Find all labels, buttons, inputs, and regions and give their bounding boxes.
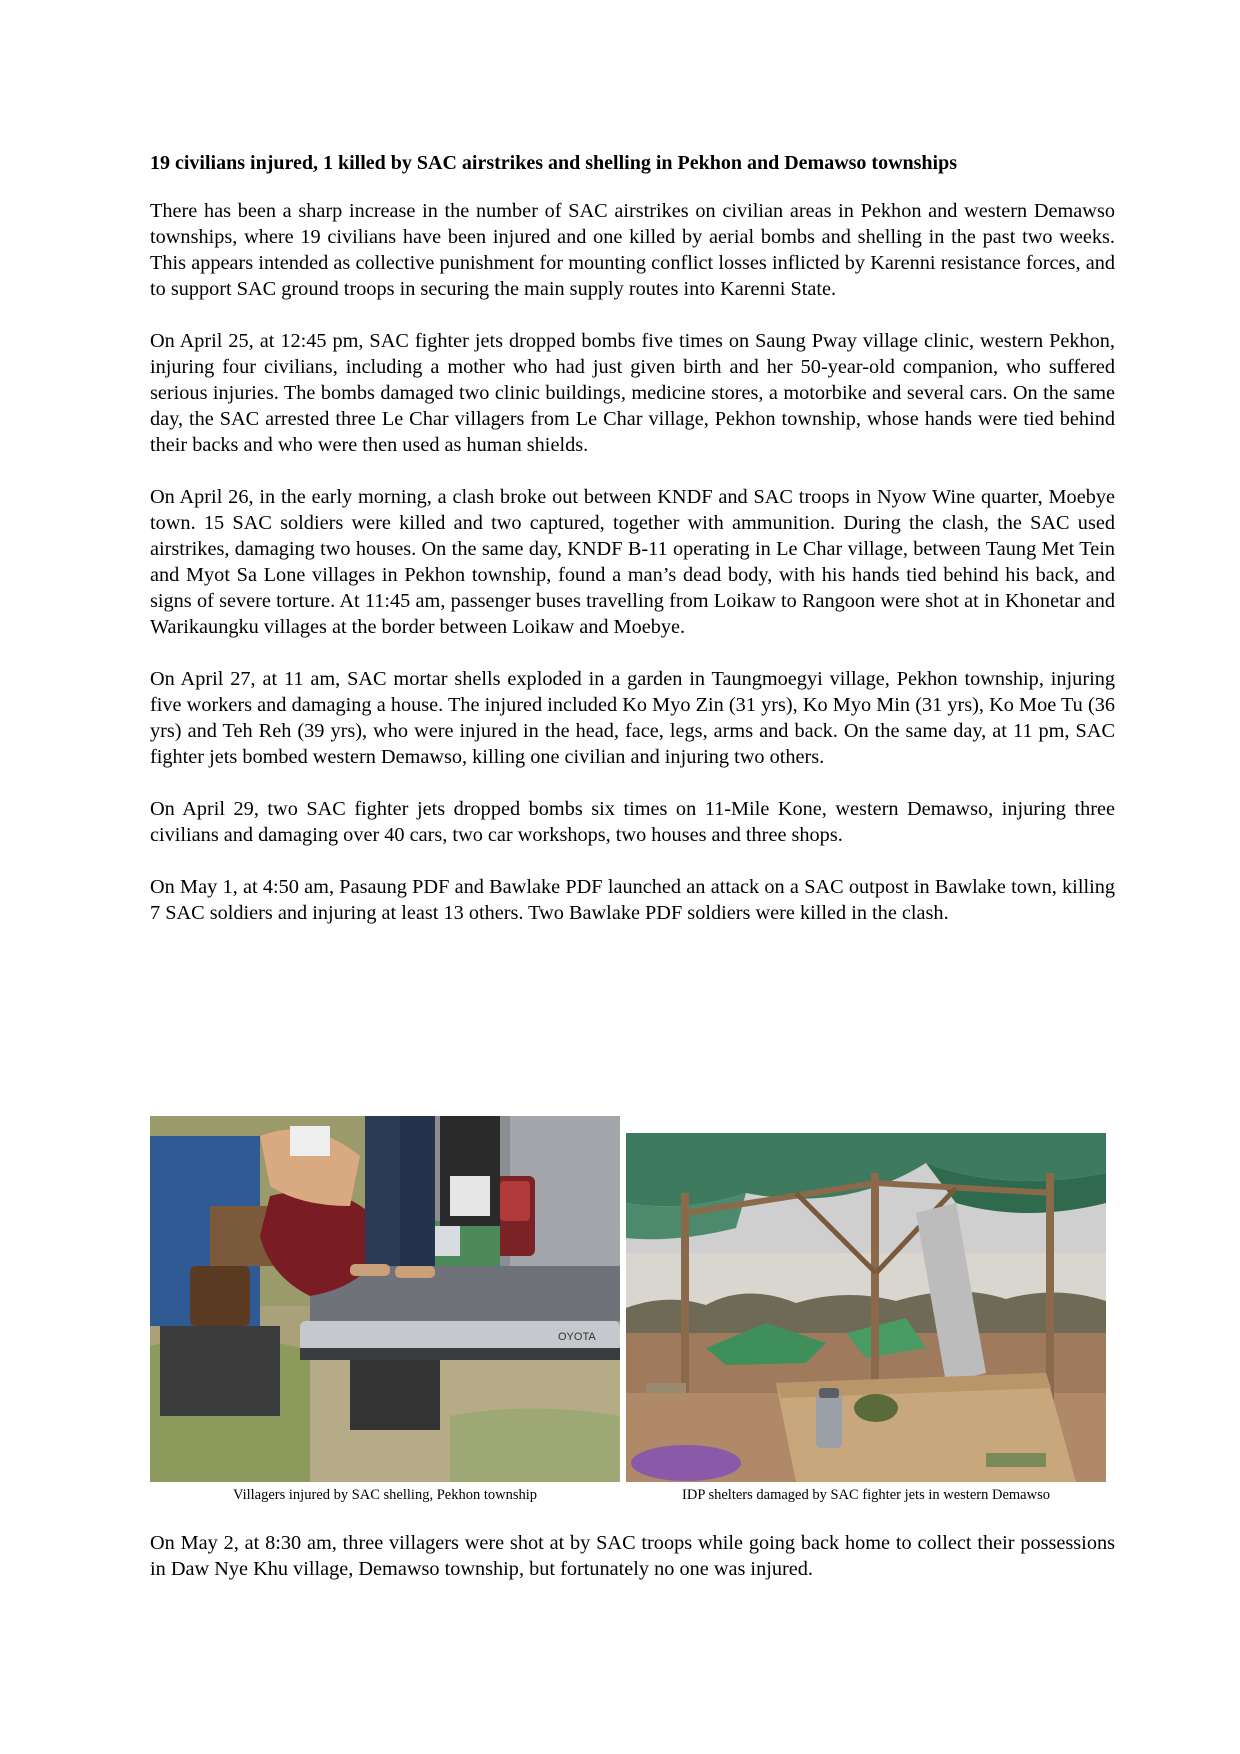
caption-damaged-shelters: IDP shelters damaged by SAC fighter jets in western Demawso (682, 1487, 1050, 1503)
paragraph-may-2: On May 2, at 8:30 am, three villagers were shot at by SAC troops while going back home to collect their possessions in Daw Nye Khu village, Demawso township, but fortunately no one was injured. (150, 1532, 1115, 1580)
paragraph-intro: There has been a sharp increase in the number of SAC airstrikes on civilian areas in Pekhon and western Demawso townships, where 19 civilians have been injured and one killed by aerial bombs and shelling in the past two weeks. This appears intended as collective punishment for mounting conflict losses inflicted by Karenni resistance forces, and to support SAC ground troops in securing the main supply routes into Karenni State. (150, 200, 1115, 300)
figure-injured-villagers (150, 1116, 620, 1504)
paragraph-may-1: On May 1, at 4:50 am, Pasaung PDF and Bawlake PDF launched an attack on a SAC outpost in Bawlake town, killing 7 SAC soldiers and injuring at least 13 others. Two Bawlake PDF soldiers were killed in the clash. (150, 876, 1115, 924)
photo-injured-villagers (150, 1116, 620, 1482)
article-title: 19 civilians injured, 1 killed by SAC airstrikes and shelling in Pekhon and Demawso townships (150, 152, 958, 174)
photo-damaged-shelters (626, 1133, 1106, 1482)
paragraph-april-26: On April 26, in the early morning, a clash broke out between KNDF and SAC troops in Nyow Wine quarter, Moebye town. 15 SAC soldiers were killed and two captured, together with ammunition. During the clash, the SAC used airstrikes, damaging two houses. On the same day, KNDF B-11 operating in Le Char village, between Taung Met Tein and Myot Sa Lone villages in Pekhon township, found a man’s dead body, with his hands tied behind his back, and signs of severe torture. At 11:45 am, passenger buses travelling from Loikaw to Rangoon were shot at in Khonetar and Warikaungku villages at the border between Loikaw and Moebye. (150, 486, 1115, 638)
caption-injured-villagers: Villagers injured by SAC shelling, Pekhon township (232, 1487, 538, 1503)
truck-badge-text: OYOTA (558, 1331, 596, 1343)
document-body (150, 150, 1115, 952)
photo-figures (150, 1116, 1115, 1506)
figure-damaged-shelters (626, 1133, 1106, 1504)
paragraph-april-27: On April 27, at 11 am, SAC mortar shells exploded in a garden in Taungmoegyi village, Pekhon township, injuring five workers and damaging a house. The injured included Ko Myo Zin (31 yrs), Ko Myo Min (31 yrs), Ko Moe Tu (36 yrs) and Teh Reh (39 yrs), who were injured in the head, face, legs, arms and back. On the same day, at 11 pm, SAC fighter jets bombed western Demawso, killing one civilian and injuring two others. (150, 668, 1115, 768)
paragraph-april-29: On April 29, two SAC fighter jets dropped bombs six times on 11-Mile Kone, western Demawso, injuring three civilians and damaging over 40 cars, two car workshops, two houses and three shops. (150, 798, 1115, 846)
paragraph-april-25: On April 25, at 12:45 pm, SAC fighter jets dropped bombs five times on Saung Pway village clinic, western Pekhon, injuring four civilians, including a mother who had just given birth and her 50-year-old companion, who suffered serious injuries. The bombs damaged two clinic buildings, medicine stores, a motorbike and several cars. On the same day, the SAC arrested three Le Char villagers from Le Char village, Pekhon township, whose hands were tied behind their backs and who were then used as human shields. (150, 330, 1115, 456)
